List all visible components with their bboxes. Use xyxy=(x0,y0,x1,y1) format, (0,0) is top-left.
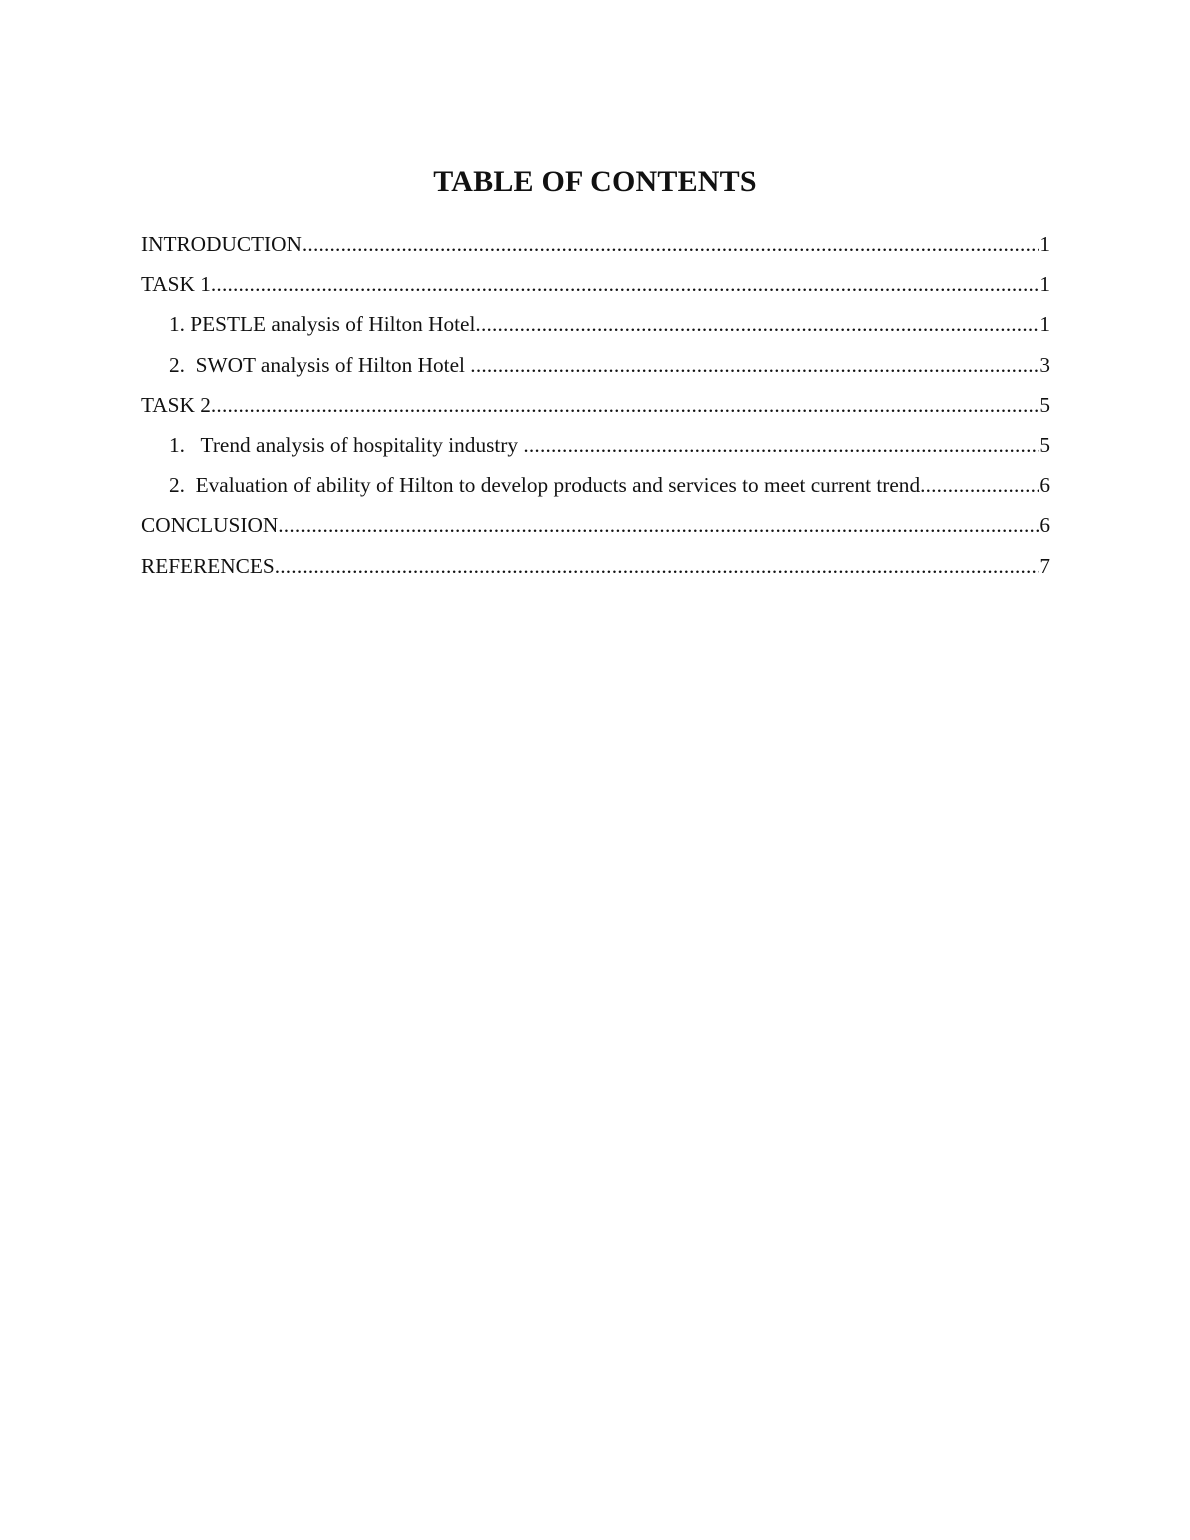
toc-entry-text: 1. PESTLE analysis of Hilton Hotel xyxy=(169,312,476,337)
dot-leader xyxy=(475,304,1039,344)
toc-page-number: 1 xyxy=(1039,312,1050,337)
toc-entry-swot-analysis[interactable] xyxy=(141,345,1050,385)
toc-entry-pestle-analysis[interactable] xyxy=(141,304,1050,344)
toc-entry-conclusion[interactable] xyxy=(141,505,1050,545)
toc-entry-references[interactable] xyxy=(141,546,1050,586)
dot-leader xyxy=(275,546,1040,586)
toc-page-number: 7 xyxy=(1039,553,1050,578)
toc-entry-text: 1. Trend analysis of hospitality industry xyxy=(169,432,524,457)
toc-page-number: 1 xyxy=(1039,232,1050,256)
dot-leader xyxy=(302,224,1039,264)
toc-entry-evaluation[interactable] xyxy=(141,465,1050,505)
toc-page-number: 6 xyxy=(1039,473,1050,498)
toc-page-number: 5 xyxy=(1039,432,1050,457)
toc-entry-text: TASK 1 xyxy=(141,272,211,297)
toc-page-number: 5 xyxy=(1039,392,1050,417)
toc-page-number: 3 xyxy=(1039,352,1050,377)
toc-entry-text: REFERENCES xyxy=(141,553,275,578)
toc-entry-trend-analysis[interactable] xyxy=(141,425,1050,465)
dot-leader xyxy=(211,264,1039,304)
toc-page-number: 6 xyxy=(1039,513,1050,538)
toc-entry-task-1[interactable] xyxy=(141,264,1050,304)
toc-entry-text: 2. SWOT analysis of Hilton Hotel xyxy=(169,352,471,377)
dot-leader xyxy=(920,465,1039,505)
toc-entry-text: CONCLUSION xyxy=(141,513,279,538)
toc-entry-introduction[interactable] xyxy=(141,224,1050,264)
dot-leader xyxy=(470,345,1039,385)
toc-page-number: 1 xyxy=(1039,272,1050,297)
toc-entry-task-2[interactable] xyxy=(141,385,1050,425)
dot-leader xyxy=(211,385,1039,425)
toc-list xyxy=(141,224,1050,586)
toc-entry-text: 2. Evaluation of ability of Hilton to develop products and services to meet current trend xyxy=(169,473,921,498)
toc-entry-text: TASK 2 xyxy=(141,392,211,417)
toc-entry-text: INTRODUCTION xyxy=(141,232,302,256)
toc-title: TABLE OF CONTENTS xyxy=(433,165,757,198)
dot-leader xyxy=(278,505,1039,545)
dot-leader xyxy=(523,425,1039,465)
